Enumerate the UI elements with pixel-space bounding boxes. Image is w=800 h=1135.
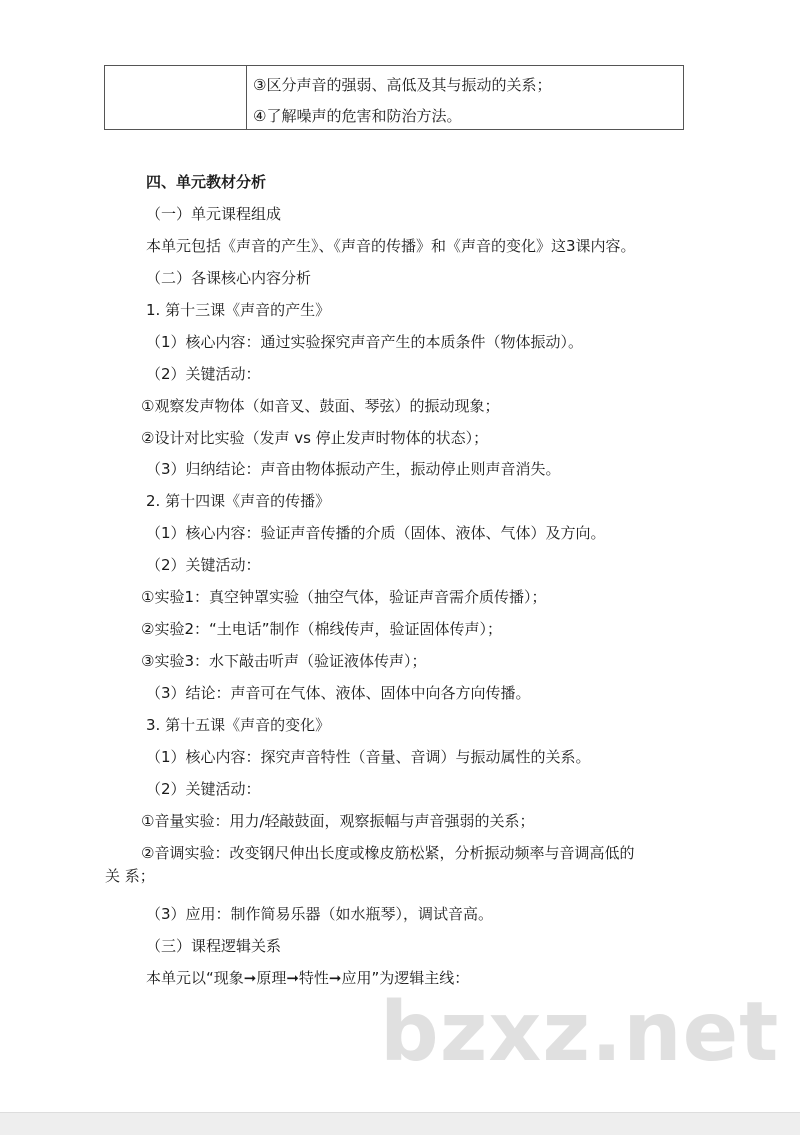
watermark: bzxz.net: [380, 985, 780, 1080]
paragraph: （2）关键活动：: [146, 556, 261, 574]
list-item: ②设计对比实验（发声 vs 停止发声时物体的状态）；: [141, 429, 489, 447]
subsection-heading: （三）课程逻辑关系: [146, 937, 282, 955]
lesson-heading: 3. 第十五课《声音的变化》: [146, 716, 331, 734]
table-right-cell: [247, 66, 683, 129]
list-item: ③实验3：水下敲击听声（验证液体传声）；: [141, 652, 427, 670]
list-item-continuation: 关 系；: [105, 867, 155, 885]
paragraph: （3）归纳结论：声音由物体振动产生，振动停止则声音消失。: [146, 460, 561, 478]
paragraph: （1）核心内容：探究声音特性（音量、音调）与振动属性的关系。: [146, 748, 591, 766]
paragraph: （2）关键活动：: [146, 365, 261, 383]
list-item: ①观察发声物体（如音叉、鼓面、琴弦）的振动现象；: [141, 397, 500, 415]
table-text-row: ④了解噪声的危害和防治方法。: [253, 107, 462, 125]
paragraph: 本单元包括《声音的产生》、《声音的传播》和《声音的变化》这3课内容。: [146, 237, 636, 255]
table-left-cell: [105, 66, 247, 129]
paragraph: （2）关键活动：: [146, 780, 261, 798]
lesson-heading: 2. 第十四课《声音的传播》: [146, 492, 331, 510]
subsection-heading: （一）单元课程组成: [146, 205, 282, 223]
list-item: ②实验2：“土电话”制作（棉线传声，验证固体传声）；: [141, 620, 503, 638]
page-bottom-band: [0, 1112, 800, 1135]
paragraph: （3）应用：制作简易乐器（如水瓶琴），调试音高。: [146, 905, 494, 923]
list-item: ①音量实验：用力/轻敲鼓面，观察振幅与声音强弱的关系；: [141, 812, 535, 830]
section-heading: 四、单元教材分析: [146, 173, 267, 191]
paragraph: （1）核心内容：通过实验探究声音产生的本质条件（物体振动）。: [146, 333, 584, 351]
paragraph: （3）结论：声音可在气体、液体、固体中向各方向传播。: [146, 684, 531, 702]
paragraph: 本单元以“现象➞原理➞特性➞应用”为逻辑主线：: [146, 969, 470, 987]
table-text-row: ③区分声音的强弱、高低及其与振动的关系；: [253, 76, 552, 94]
objectives-table: [104, 65, 684, 130]
list-item: ②音调实验：改变钢尺伸出长度或橡皮筋松紧，分析振动频率与音调高低的: [141, 844, 635, 862]
paragraph: （1）核心内容：验证声音传播的介质（固体、液体、气体）及方向。: [146, 524, 606, 542]
lesson-heading: 1. 第十三课《声音的产生》: [146, 301, 331, 319]
subsection-heading: （二）各课核心内容分析: [146, 269, 312, 287]
list-item: ①实验1：真空钟罩实验（抽空气体，验证声音需介质传播）；: [141, 588, 547, 606]
